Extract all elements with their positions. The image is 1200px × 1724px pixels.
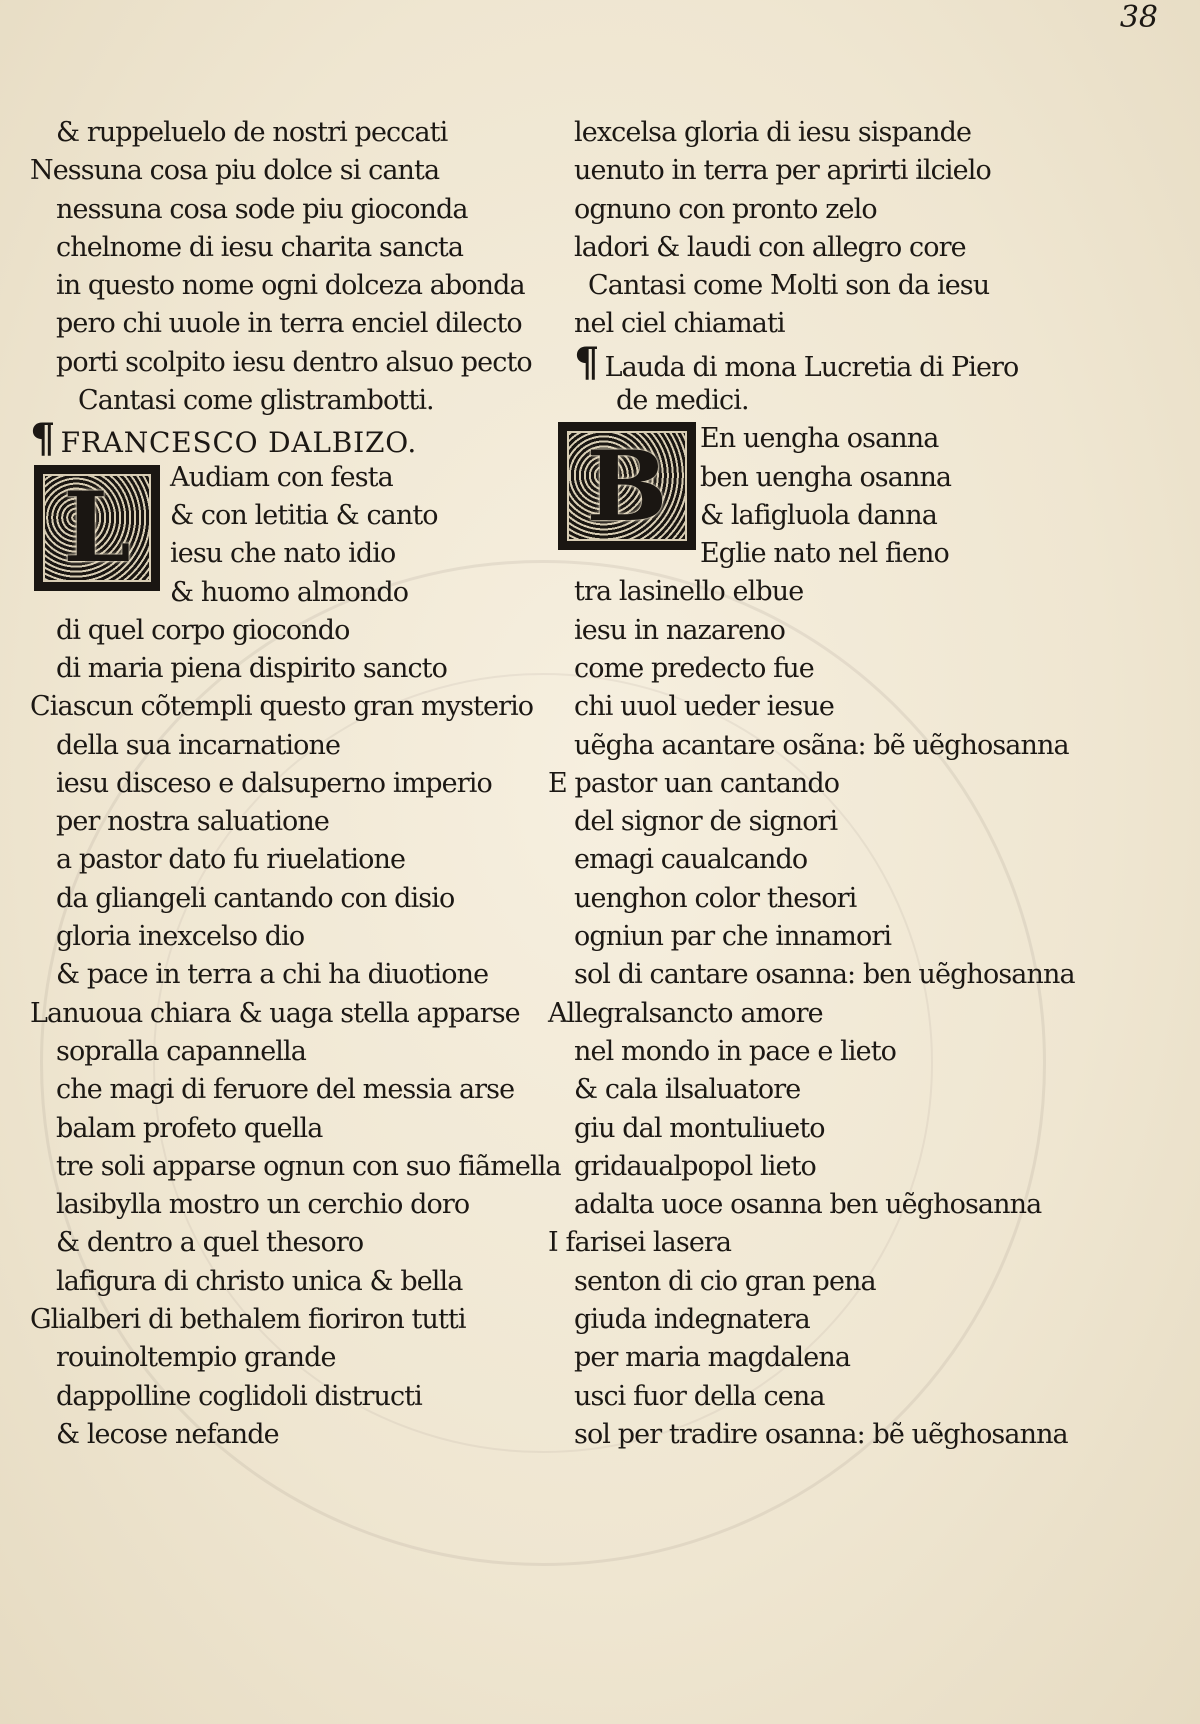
decorated-initial-icon	[558, 422, 696, 550]
verse-line: che magi di feruore del messia arse	[56, 1074, 515, 1106]
verse-line: Ciascun cõtempli questo gran mysterio	[30, 691, 534, 723]
left-column	[30, 114, 560, 1454]
verse-line: rouinoltempio grande	[56, 1342, 336, 1374]
verse-line: sol per tradire osanna: bẽ uẽghosanna	[574, 1418, 1068, 1450]
verse-line: per nostra saluatione	[56, 806, 329, 838]
folio-number: 38	[1119, 0, 1158, 35]
verse-line: iesu disceso e dalsuperno imperio	[56, 767, 492, 799]
verse-line: sol di cantare osanna: ben uẽghosanna	[574, 959, 1075, 991]
verse-line: di maria piena dispirito sancto	[56, 652, 447, 684]
verse-line: da gliangeli cantando con disio	[56, 882, 455, 914]
verse-line: dappolline coglidoli distructi	[56, 1380, 422, 1412]
section-heading	[30, 415, 560, 463]
melody-rubric: Cantasi come glistrambotti.	[78, 385, 434, 417]
verse-line: senton di cio gran pena	[574, 1265, 876, 1297]
verse-line: chelnome di iesu charita sancta	[56, 231, 464, 263]
verse-line: giuda indegnatera	[574, 1304, 810, 1336]
verse-line: ogniun par che innamori	[574, 921, 892, 953]
verse-line: adalta uoce osanna ben uẽghosanna	[574, 1189, 1042, 1221]
verse-line: & cala ilsaluatore	[574, 1074, 801, 1106]
verse-line: emagi caualcando	[574, 844, 808, 876]
verse-line: ben uengha osanna	[700, 461, 952, 493]
verse-line: lexcelsa gloria di iesu sispande	[574, 117, 972, 148]
verse-line: & lecose nefande	[56, 1418, 279, 1450]
initial-block	[30, 459, 560, 612]
verse-line: chi uuol ueder iesue	[574, 691, 834, 723]
verse-line: per maria magdalena	[574, 1342, 851, 1374]
verse-line: & dentro a quel thesoro	[56, 1227, 364, 1259]
initial-letter: L	[63, 471, 131, 585]
verse-line: uenghon color thesori	[574, 882, 857, 914]
initial-letter: B	[586, 429, 668, 543]
verse-line: Audiam con festa	[170, 461, 393, 493]
verse-line: E pastor uan cantando	[548, 767, 840, 799]
verse-line: tre soli apparse ognun con suo fiãmella	[56, 1150, 561, 1182]
verse-line: Eglie nato nel fieno	[700, 538, 949, 570]
verse-line: porti scolpito iesu dentro alsuo pecto	[56, 346, 532, 378]
verse-line: iesu che nato idio	[170, 538, 396, 570]
verse-line: uenuto in terra per aprirti ilcielo	[574, 155, 991, 187]
verse-line: Glialberi di bethalem fioriron tutti	[30, 1304, 466, 1336]
verse-line: Allegralsancto amore	[548, 997, 823, 1029]
melody-rubric: nel ciel chiamati	[574, 308, 785, 340]
verse-line: & pace in terra a chi ha diuotione	[56, 959, 489, 991]
verse-line: come predecto fue	[574, 652, 814, 684]
melody-rubric: Cantasi come Molti son da iesu	[588, 270, 990, 302]
verse-line: ognuno con pronto zelo	[574, 193, 877, 225]
verse-line: del signor de signori	[574, 806, 838, 838]
verse-line: gloria inexcelso dio	[56, 921, 305, 953]
initial-block	[548, 420, 1078, 573]
verse-line: iesu in nazareno	[574, 614, 785, 646]
verse-line: En uengha osanna	[700, 423, 939, 455]
author-name: FRANCESCO DALBIZO.	[60, 426, 418, 460]
verse-line: in questo nome ogni dolceza abonda	[56, 270, 525, 302]
verse-line: lasibylla mostro un cerchio doro	[56, 1189, 470, 1221]
verse-line: & con letitia & canto	[170, 499, 438, 531]
verse-line: & huomo almondo	[170, 576, 409, 608]
verse-line: gridaualpopol lieto	[574, 1150, 816, 1182]
verse-line: della sua incarnatione	[56, 729, 341, 761]
verse-line: tra lasinello elbue	[574, 576, 804, 608]
verse-line: Nessuna cosa piu dolce si canta	[30, 155, 440, 187]
pilcrow-icon: ¶	[574, 338, 599, 386]
decorated-initial-icon	[34, 465, 160, 591]
verse-line: pero chi uuole in terra enciel dilecto	[56, 308, 522, 340]
verse-line: nessuna cosa sode piu gioconda	[56, 193, 468, 225]
section-heading	[548, 338, 1078, 386]
verse-line: a pastor dato fu riuelatione	[56, 844, 406, 876]
verse-line: uẽgha acantare osãna: bẽ uẽghosanna	[574, 729, 1069, 761]
verse-line: nel mondo in pace e lieto	[574, 1035, 897, 1067]
verse-line: I farisei lasera	[548, 1227, 732, 1259]
verse-line: & lafigluola danna	[700, 499, 937, 531]
verse-line: giu dal montuliueto	[574, 1112, 825, 1144]
verse-line: ladori & laudi con allegro core	[574, 231, 966, 263]
verse-line: Lanuoua chiara & uaga stella apparse	[30, 997, 520, 1029]
pilcrow-icon: ¶	[30, 415, 55, 463]
verse-line: usci fuor della cena	[574, 1380, 825, 1412]
lauda-title-continued: de medici.	[616, 385, 749, 417]
lauda-title: Lauda di mona Lucretia di Piero	[604, 351, 1019, 383]
verse-line: sopralla capannella	[56, 1035, 306, 1067]
verse-line: di quel corpo giocondo	[56, 614, 350, 646]
verse-line: & ruppeluelo de nostri peccati	[56, 117, 448, 148]
right-column	[548, 114, 1078, 1454]
verse-line: lafigura di christo unica & bella	[56, 1265, 463, 1297]
verse-line: balam profeto quella	[56, 1112, 323, 1144]
